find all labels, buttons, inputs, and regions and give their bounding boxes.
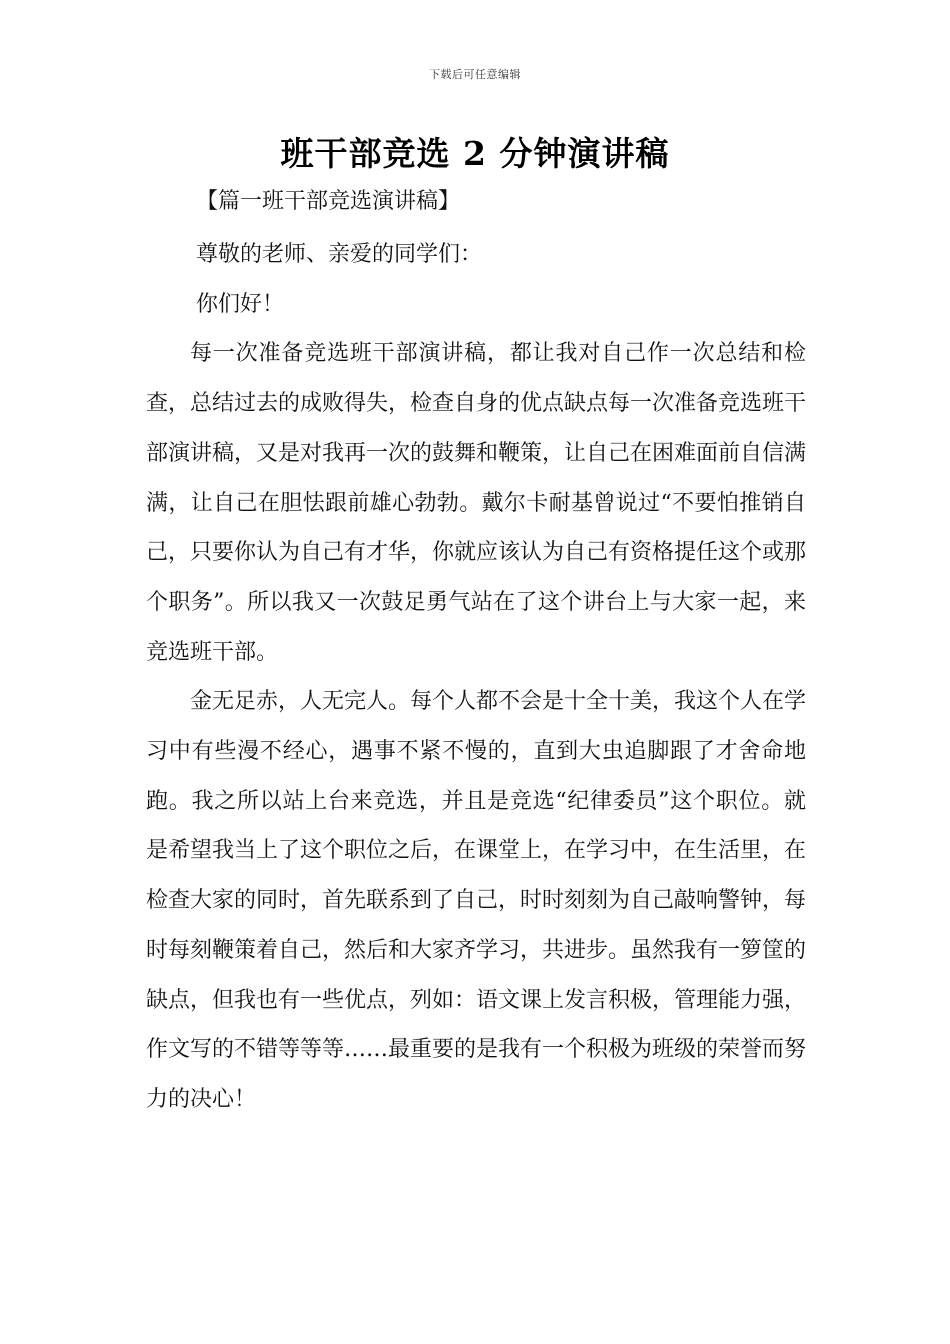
header-note: 下载后可任意编辑 — [429, 68, 521, 81]
salutation: 尊敬的老师、亲爱的同学们： — [196, 242, 483, 267]
paragraph: 金无足赤，人无完人。每个人都不会是十全十美，我这个人在学习中有些漫不经心，遇事不紧不慢的，直到大虫追脚跟了才舍命地跑。我之所以站上台来竞选，并且是竞选“纪律委员”这个职位。就是希望我当上了这个职位之后，在课堂上，在学习中，在生活里，在检查大家的同时，首先联系到了自己，时时刻刻为自己敲响警钟，每时每刻鞭策着自己，然后和大家齐学习，共进步。虽然我有一箩筐的缺点，但我也有一些优点，列如：语文课上发言积极，管理能力强，作文写的不错等等等……最重要的是我有一个积极为班级的荣誉而努力的决心！ — [146, 689, 807, 1112]
greeting: 你们好！ — [196, 291, 285, 317]
section-heading: 【篇一班干部竞选演讲稿】 — [196, 189, 461, 214]
document-body — [146, 230, 806, 1125]
paragraph: 每一次准备竞选班干部演讲稿，都让我对自己作一次总结和检查，总结过去的成败得失，检查自身的优点缺点每一次准备竞选班干部演讲稿，又是对我再一次的鼓舞和鞭策，让自己在困难面前自信满满，让自己在胆怯跟前雄心勃勃。戴尔卡耐基曾说过“不要怕推销自己，只要你认为自己有才华，你就应该认为自己有资格提任这个或那个职务”。所以我又一次鼓足勇气站在了这个讲台上与大家一起，来竞选班干部。 — [146, 341, 807, 665]
document-title: 班干部竞选 2 分钟演讲稿 — [280, 134, 670, 173]
